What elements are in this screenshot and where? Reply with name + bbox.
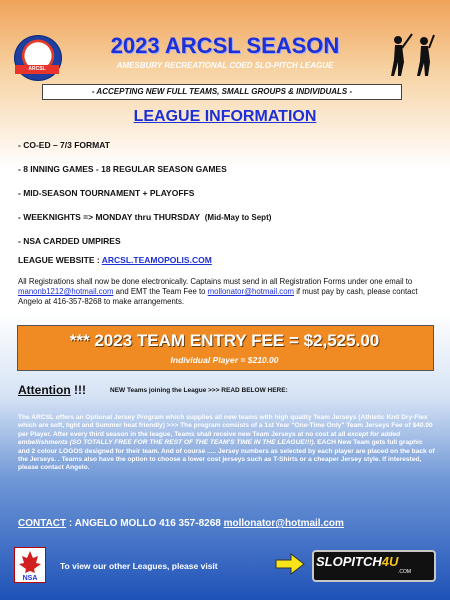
list-item: - NSA CARDED UMPIRES xyxy=(18,236,121,246)
individual-fee: Individual Player = $210.00 xyxy=(170,355,279,365)
contact-line xyxy=(18,518,344,529)
attention-marks: !!! xyxy=(70,383,86,397)
arcsl-logo-text: ARCSL xyxy=(15,65,59,74)
baseball-players-icon xyxy=(388,32,436,78)
jersey-program-paragraph xyxy=(18,414,436,473)
league-subtitle: AMESBURY RECREATIONAL COED SLO-PITCH LEAGUE xyxy=(116,61,334,70)
page-title: 2023 ARCSL SEASON xyxy=(110,33,340,58)
slopitch4u-logo-text[interactable] xyxy=(316,554,398,569)
reg-text-2: and EMT the Team Fee to xyxy=(115,287,206,296)
info-list xyxy=(18,140,438,260)
team-fee: *** 2023 TEAM ENTRY FEE = $2,525.00 xyxy=(69,331,380,350)
weeknights-text: - WEEKNIGHTS => MONDAY thru THURSDAY xyxy=(18,212,200,222)
registration-email-link[interactable]: manonb1212@hotmail.com xyxy=(18,287,114,296)
para-part-2: EACH New Team gets full graphic and 2 colour LOGOS designed for their team. And of course ..... Jersey numbers as selected by each player are placed on the back of the Jerseys. . Teams also have the option to choose a lower cost jerseys such as T-Shirts or a cheaper Jersey style. If interested, please contact Angelo. xyxy=(18,439,435,472)
brand-com: .COM xyxy=(398,569,412,575)
fee-email-link[interactable]: mollonator@hotmail.com xyxy=(207,287,295,296)
section-heading: LEAGUE INFORMATION xyxy=(133,108,317,125)
recruiting-banner: - ACCEPTING NEW FULL TEAMS, SMALL GROUPS & INDIVIDUALS - xyxy=(42,84,402,100)
attention-heading xyxy=(18,383,86,397)
reg-text-3: if must pay by cash, please contact Angelo at 416-357-8268 to make arrangements. xyxy=(18,287,418,306)
visit-text: To view our other Leagues, please visit xyxy=(60,561,218,571)
registration-text xyxy=(18,277,438,307)
weeknights-note: (Mid-May to Sept) xyxy=(204,213,272,222)
para-emphasis: except for added embellishments (SO TOTALLY FREE FOR THE REST OF THE TEAM'S TIME IN THE LEAGUE!!!). xyxy=(18,430,401,447)
nsa-logo xyxy=(14,547,46,583)
reg-text-1: All Registrations shall now be done electronically. Captains must send in all Registration Forms under one email to xyxy=(18,277,413,286)
contact-name: : ANGELO MOLLO 416 357-8268 xyxy=(68,518,221,529)
contact-email-link[interactable]: mollonator@hotmail.com xyxy=(223,518,344,529)
website-link[interactable]: ARCSL.TEAMOPOLIS.COM xyxy=(101,255,212,265)
website-line xyxy=(18,255,212,265)
list-item: - 8 INNING GAMES - 18 REGULAR SEASON GAMES xyxy=(18,164,227,174)
website-label: LEAGUE WEBSITE : xyxy=(18,255,100,265)
list-item: - CO-ED – 7/3 FORMAT xyxy=(18,140,110,150)
brand-4u: 4U xyxy=(381,554,399,569)
list-item xyxy=(18,212,438,236)
arrow-right-icon xyxy=(275,553,305,575)
brand-slopitch: SLOPITCH xyxy=(316,554,382,569)
nsa-text: NSA xyxy=(22,575,38,582)
attention-label: Attention xyxy=(18,383,71,397)
list-item: - MID-SEASON TOURNAMENT + PLAYOFFS xyxy=(18,188,195,198)
attention-subtext: NEW Teams joining the League >>> READ BELOW HERE: xyxy=(110,387,288,394)
para-part-1: The ARCSL offers an Optional Jersey Program which supplies all new teams with high quality Team Jerseys (Athletic Knit Dry-Flex which are soft, light and Summer heat friendly) >>> The program consists of a 1st Year "One-Time Only" Team Jerseys Fee of $40.00 per Player. After every third season in the league, Teams shall receive new Team Jerseys at no cost at all xyxy=(18,414,433,438)
contact-label: CONTACT xyxy=(18,518,67,529)
maple-leaf-icon xyxy=(15,548,45,582)
